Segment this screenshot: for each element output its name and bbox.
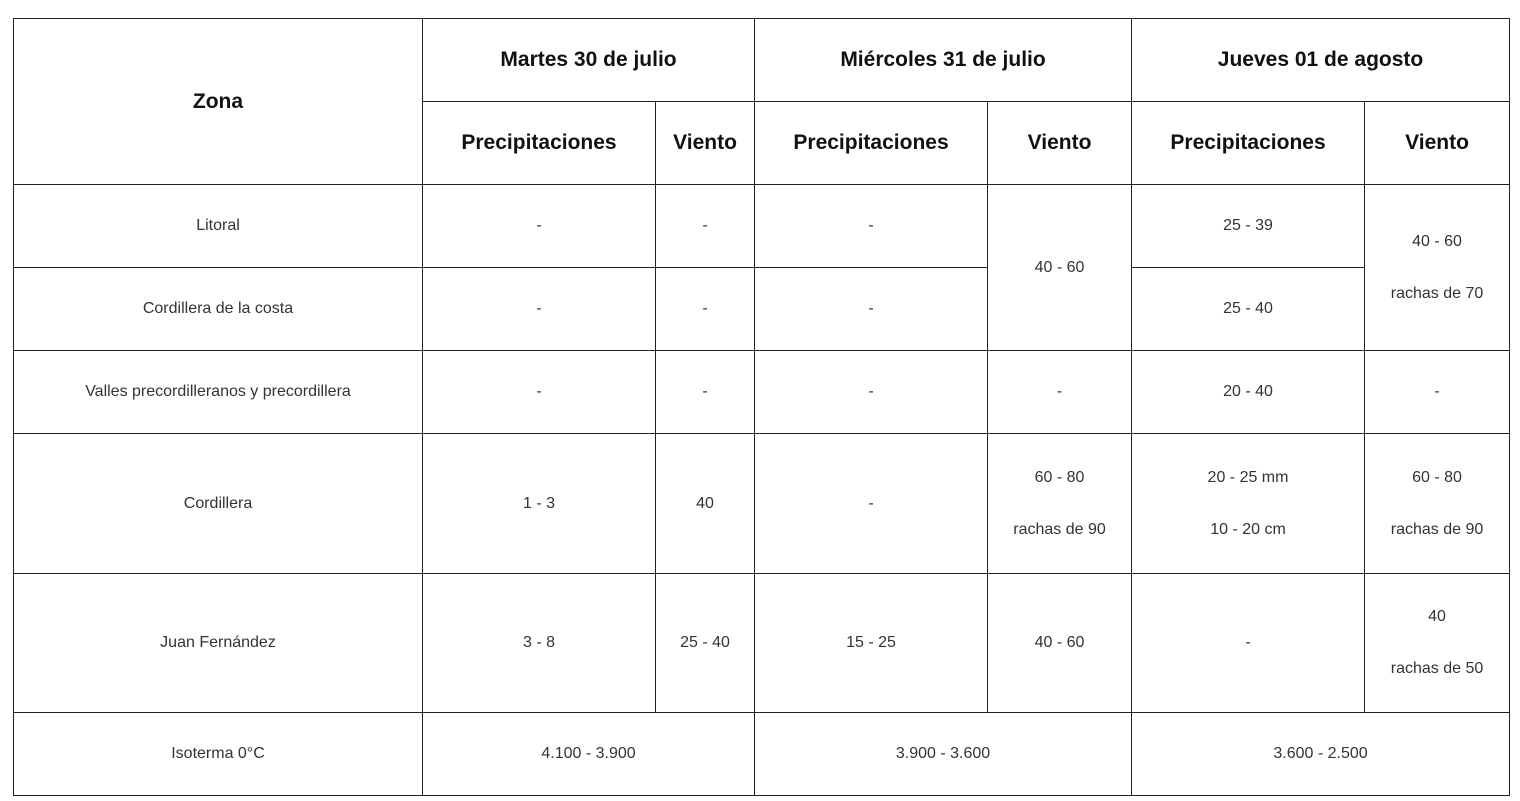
- day-1-precip-cell: 3 - 8: [423, 574, 656, 713]
- wind-gusts: rachas de 70: [1390, 284, 1484, 302]
- header-day-3-precip: Precipitaciones: [1132, 102, 1365, 185]
- day-1-wind-cell: -: [656, 185, 755, 268]
- day-2-wind-cell: -: [988, 351, 1132, 434]
- forecast-table-container: [13, 18, 1510, 796]
- zona-cell: Cordillera: [14, 434, 423, 574]
- day-3-precip-cell: 25 - 39: [1132, 185, 1365, 268]
- table-row-litoral: [14, 185, 1510, 268]
- day-2-precip-cell: -: [755, 351, 988, 434]
- header-zona: Zona: [14, 19, 423, 185]
- header-day-3-wind: Viento: [1365, 102, 1510, 185]
- table-row-isoterma: [14, 713, 1510, 796]
- wind-value: 40 - 60: [1412, 232, 1462, 250]
- day-2-isoterma-cell: 3.900 - 3.600: [755, 713, 1132, 796]
- day-1-isoterma-cell: 4.100 - 3.900: [423, 713, 755, 796]
- zona-cell: Isoterma 0°C: [14, 713, 423, 796]
- header-day-1: Martes 30 de julio: [423, 19, 755, 102]
- header-day-2-wind: Viento: [988, 102, 1132, 185]
- wind-value: 60 - 80: [1412, 468, 1462, 486]
- zona-cell: Litoral: [14, 185, 423, 268]
- day-1-wind-cell: 25 - 40: [656, 574, 755, 713]
- day-3-wind-cell: [1365, 434, 1510, 574]
- forecast-table: [13, 18, 1510, 796]
- header-day-2-precip: Precipitaciones: [755, 102, 988, 185]
- wind-gusts: rachas de 50: [1390, 660, 1484, 677]
- day-1-wind-cell: -: [656, 351, 755, 434]
- wind-value: 40: [1428, 608, 1446, 625]
- table-row-cordillera: [14, 434, 1510, 574]
- header-day-3: Jueves 01 de agosto: [1132, 19, 1510, 102]
- header-day-1-wind: Viento: [656, 102, 755, 185]
- table-row-juan-fernandez: [14, 574, 1510, 713]
- table-row-cordillera-costa: [14, 268, 1510, 351]
- day-2-precip-cell: -: [755, 185, 988, 268]
- header-row-days: [14, 19, 1510, 102]
- wind-value: 60 - 80: [1034, 468, 1085, 486]
- day-3-isoterma-cell: 3.600 - 2.500: [1132, 713, 1510, 796]
- header-day-1-precip: Precipitaciones: [423, 102, 656, 185]
- day-2-wind-cell: [988, 434, 1132, 574]
- day-2-precip-cell: -: [755, 268, 988, 351]
- day-1-wind-cell: -: [656, 268, 755, 351]
- day-2-wind-cell: 40 - 60: [988, 574, 1132, 713]
- table-row-valles: [14, 351, 1510, 434]
- zona-cell: Cordillera de la costa: [14, 268, 423, 351]
- precip-snow: 10 - 20 cm: [1210, 520, 1286, 538]
- zona-cell: Juan Fernández: [14, 574, 423, 713]
- day-1-precip-cell: -: [423, 268, 656, 351]
- day-3-precip-cell: 25 - 40: [1132, 268, 1365, 351]
- day-2-precip-cell: -: [755, 434, 988, 574]
- day-1-precip-cell: 1 - 3: [423, 434, 656, 574]
- day-1-precip-cell: -: [423, 351, 656, 434]
- day-2-wind-cell-merged: 40 - 60: [988, 185, 1132, 351]
- wind-gusts: rachas de 90: [1013, 520, 1106, 538]
- precip-rain: 20 - 25 mm: [1207, 468, 1289, 486]
- wind-gusts: rachas de 90: [1390, 520, 1484, 538]
- day-3-precip-cell: -: [1132, 574, 1365, 713]
- day-3-precip-cell: 20 - 40: [1132, 351, 1365, 434]
- day-1-precip-cell: -: [423, 185, 656, 268]
- day-3-wind-cell-merged: [1365, 185, 1510, 351]
- day-3-wind-cell: -: [1365, 351, 1510, 434]
- day-3-precip-cell: [1132, 434, 1365, 574]
- day-1-wind-cell: 40: [656, 434, 755, 574]
- day-2-precip-cell: 15 - 25: [755, 574, 988, 713]
- header-day-2: Miércoles 31 de julio: [755, 19, 1132, 102]
- zona-cell: Valles precordilleranos y precordillera: [14, 351, 423, 434]
- day-3-wind-cell: [1365, 574, 1510, 713]
